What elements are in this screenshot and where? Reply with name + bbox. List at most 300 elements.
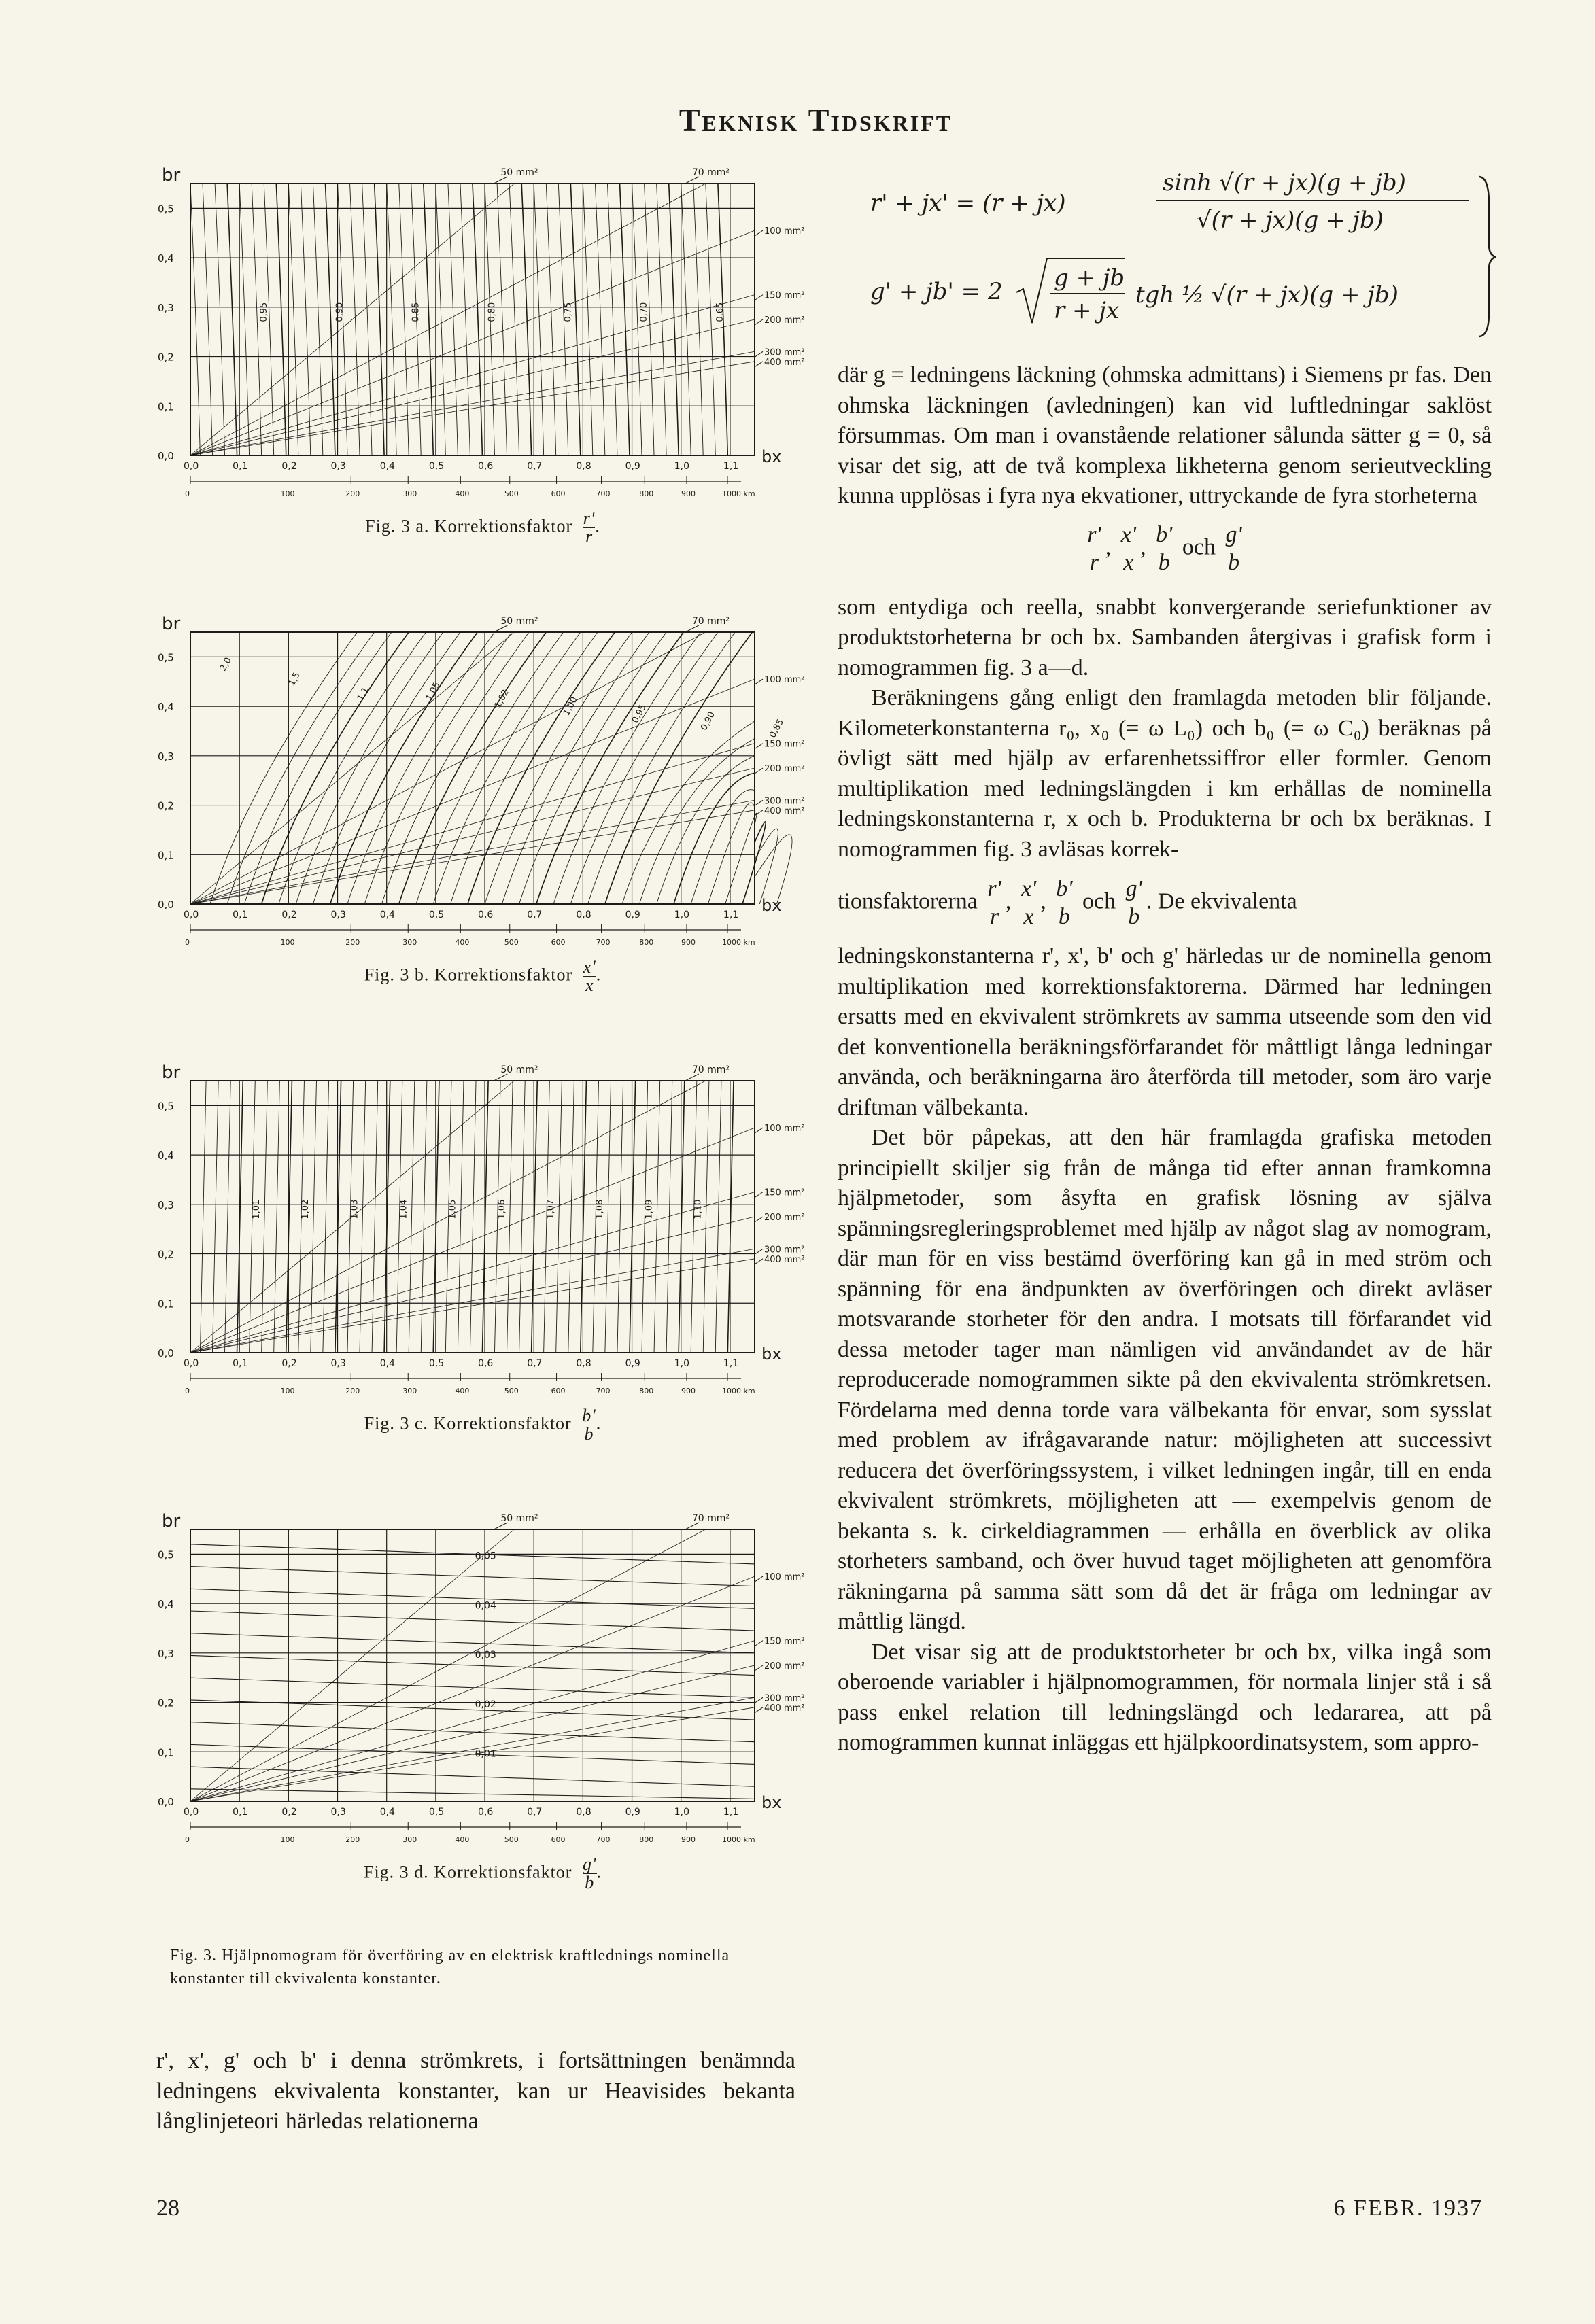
factor-curve — [190, 1789, 755, 1799]
curve-label: 0,02 — [475, 1699, 496, 1710]
x-tick-label: 0,2 — [281, 1358, 297, 1369]
x-tick-label: 0,4 — [379, 1807, 395, 1818]
factor-curve — [416, 632, 564, 904]
x-tick-label: 0,9 — [625, 1358, 640, 1369]
factor-curve — [190, 1744, 755, 1764]
km-tick-label: 300 — [402, 1835, 417, 1844]
km-tick-label: 0 — [185, 489, 190, 498]
factor-curve — [485, 632, 632, 904]
factor-curve — [581, 1081, 587, 1353]
area-leader — [755, 1249, 763, 1254]
area-leader — [755, 351, 763, 357]
factor-curve — [703, 1081, 709, 1353]
area-label-top: 50 mm² — [500, 1513, 538, 1524]
y-axis-label: br — [162, 614, 181, 634]
x-tick-label: 1,0 — [674, 1358, 690, 1369]
km-tick-label: 0 — [185, 1835, 190, 1844]
curve-label: 0,90 — [335, 302, 345, 322]
ratio-den: b — [1228, 549, 1240, 575]
x-tick-label: 0,3 — [330, 461, 346, 472]
area-label-top: 70 mm² — [691, 1064, 730, 1075]
factor-curve — [669, 184, 679, 455]
area-label-top: 70 mm² — [691, 616, 730, 627]
x-axis-label: bx — [761, 1793, 782, 1812]
nomogram-3a — [156, 156, 809, 510]
x-tick-label: 0,1 — [233, 1807, 248, 1818]
km-tick-label: 0 — [185, 938, 190, 947]
factor-curve — [335, 1081, 341, 1353]
right-brace — [1479, 177, 1496, 336]
figure-3-caption: Fig. 3. Hjälpnomogram för överföring av en elektrisk kraftlednings nominella konstanter till ekvivalenta konstanter. — [170, 1947, 730, 1988]
factor-curve — [350, 184, 360, 455]
y-axis-label: br — [162, 1062, 181, 1083]
factor-curve — [190, 1589, 755, 1608]
ratio-num: x' — [1121, 521, 1136, 549]
area-label-right: 400 mm² — [764, 357, 805, 368]
area-leader — [755, 1259, 763, 1264]
eq2-rad-den: r + jx — [1054, 297, 1120, 324]
km-tick-label: 500 — [504, 1835, 519, 1844]
factor-curve — [313, 184, 322, 455]
journal-header: Teknisk Tidskrift — [679, 103, 953, 137]
korr-ratio-b — [1056, 875, 1072, 931]
factor-curve — [190, 184, 200, 455]
area-line — [190, 1576, 755, 1801]
curve-label: 1,07 — [546, 1199, 557, 1219]
frac-den: b — [585, 1873, 595, 1892]
ratio-num: b' — [1056, 875, 1072, 903]
caption-prefix: Fig. 3 a. — [365, 516, 430, 536]
area-label-right: 300 mm² — [764, 347, 805, 358]
ratio-num: r' — [987, 875, 1001, 903]
factor-curve — [190, 1700, 755, 1720]
km-tick-label: 600 — [551, 1835, 566, 1844]
eq2-rhs: tgh ½ √(r + jx)(g + jb) — [1135, 281, 1399, 309]
right-paragraph-2: som entydiga och reella, snabbt konvergerande seriefunktioner av produktstorheterna br och bx. Sambanden återgivas i grafisk form i nomogrammen fig. 3 a—d. — [838, 594, 1492, 680]
plot-frame — [190, 1081, 755, 1353]
area-label-right: 300 mm² — [764, 796, 805, 807]
km-tick-label: 200 — [345, 938, 360, 947]
eq2-lhs: g' + jb' = 2 — [870, 278, 1003, 305]
ratios-line: $\frac{r'}{r}$ , $\frac{x'}{x}$ , $\frac{b'}{b}$ och $\frac{g'}{b}$ — [1087, 521, 1242, 575]
km-tick-label: 900 — [681, 489, 696, 498]
km-tick-label: 800 — [639, 1835, 654, 1844]
factor-curve — [679, 1081, 685, 1353]
curve-label: 0,95 — [258, 302, 269, 322]
factor-curve — [519, 632, 667, 904]
factor-curve — [296, 632, 443, 904]
nomogram-3c — [156, 1054, 809, 1407]
grid-group — [190, 1529, 755, 1801]
km-tick-label: 1000 km — [722, 489, 755, 498]
x-tick-label: 0,5 — [428, 1358, 445, 1369]
y-tick-label: 0,1 — [158, 849, 174, 862]
y-tick-label: 0,0 — [158, 1796, 174, 1808]
korr-prefix: tionsfaktorerna — [838, 888, 978, 914]
x-tick-label: 0,2 — [281, 909, 297, 920]
x-tick-label: 1,0 — [674, 909, 690, 920]
x-tick-label: 0,6 — [478, 1358, 494, 1369]
y-tick-label: 0,2 — [158, 1248, 174, 1261]
equation-block — [857, 163, 1496, 353]
area-leader — [755, 230, 763, 236]
x-tick-label: 0,6 — [478, 461, 494, 472]
curve-label: 1,10 — [693, 1199, 704, 1219]
km-tick-label: 600 — [551, 489, 566, 498]
factor-curve — [657, 184, 666, 455]
area-leader — [755, 744, 763, 749]
factor-curve — [546, 184, 555, 455]
factor-curve — [473, 184, 482, 455]
factor-curve — [536, 632, 684, 904]
km-tick-label: 400 — [455, 1387, 470, 1395]
ratio-x — [1121, 521, 1136, 576]
factor-curve — [325, 184, 335, 455]
factor-curve — [347, 632, 495, 904]
ratio-den: r — [1089, 549, 1099, 575]
figure-3c — [156, 1054, 809, 1443]
area-label-top: 50 mm² — [500, 167, 538, 178]
factor-curve — [436, 184, 445, 455]
figure-3b-caption: Fig. 3 b. Korrektionsfaktor $\frac{x'}{x}$ . — [364, 957, 602, 995]
km-tick-label: 900 — [681, 1387, 696, 1395]
caption-fraction — [583, 510, 596, 546]
area-line — [190, 679, 755, 904]
ratio-den: b — [1128, 904, 1140, 929]
factor-curve — [482, 1081, 488, 1353]
y-tick-label: 0,2 — [158, 799, 174, 812]
x-tick-label: 1,1 — [723, 461, 739, 472]
x-tick-label: 0,4 — [379, 1358, 395, 1369]
area-label-right: 200 mm² — [764, 315, 805, 326]
curve-label: 0,03 — [475, 1650, 496, 1661]
curve-label: 1,05 — [447, 1199, 458, 1219]
grid-group — [190, 1081, 755, 1353]
km-tick-label: 400 — [455, 489, 470, 498]
factor-curve — [215, 184, 224, 455]
km-tick-label: 300 — [402, 1387, 417, 1395]
area-line — [190, 230, 755, 455]
factor-curve — [210, 632, 358, 904]
x-tick-label: 0,1 — [233, 909, 248, 920]
factor-curve — [360, 1081, 366, 1353]
x-axis-label: bx — [761, 1345, 782, 1364]
y-tick-label: 0,1 — [158, 1746, 174, 1759]
factor-curve — [568, 1081, 574, 1353]
x-tick-label: 0,2 — [281, 1807, 297, 1818]
x-tick-label: 0,5 — [428, 1807, 445, 1818]
km-tick-label: 400 — [455, 938, 470, 947]
factor-curve — [227, 184, 237, 455]
factor-curve — [509, 184, 519, 455]
ratio-num: r' — [1087, 521, 1101, 549]
area-label-right: 300 mm² — [764, 1245, 805, 1255]
factor-curve — [639, 738, 755, 904]
factor-curve — [588, 632, 736, 904]
km-tick-label: 1000 km — [722, 1835, 755, 1844]
korr-ratio-x — [1021, 875, 1036, 931]
x-tick-label: 1,0 — [674, 461, 690, 472]
factor-curve — [605, 1081, 611, 1353]
area-leader — [755, 768, 763, 774]
caption-text: Korrektionsfaktor — [434, 965, 573, 985]
area-leader — [755, 1217, 763, 1222]
km-tick-label: 700 — [596, 1387, 611, 1395]
curve-label: 1,02 — [301, 1199, 311, 1219]
factor-curve — [693, 184, 703, 455]
curve-label: 1,00 — [562, 695, 580, 718]
y-tick-label: 0,5 — [158, 1100, 174, 1113]
factor-curve — [468, 632, 615, 904]
factor-curve — [617, 1081, 623, 1353]
curve-label: 1,03 — [349, 1199, 360, 1219]
factor-curve — [448, 184, 458, 455]
area-line — [190, 319, 755, 455]
y-tick-label: 0,5 — [158, 1548, 174, 1561]
km-tick-label: 900 — [681, 938, 696, 947]
km-tick-label: 1000 km — [722, 1387, 755, 1395]
x-tick-label: 0,9 — [625, 1807, 640, 1818]
x-axis-label: bx — [761, 447, 782, 466]
x-tick-label: 0,0 — [184, 909, 199, 920]
area-label-right: 300 mm² — [764, 1693, 805, 1704]
curve-label: 0,05 — [475, 1550, 496, 1562]
frac-den: r — [585, 527, 594, 547]
factor-curve — [595, 184, 604, 455]
factor-curve — [497, 184, 507, 455]
factor-curve — [225, 1081, 231, 1353]
grid-group — [190, 632, 792, 904]
x-tick-label: 0,3 — [330, 1807, 346, 1818]
area-line — [190, 295, 755, 455]
km-tick-label: 200 — [345, 1835, 360, 1844]
y-tick-label: 0,3 — [158, 1647, 174, 1660]
km-tick-label: 800 — [639, 489, 654, 498]
y-tick-label: 0,5 — [158, 203, 174, 215]
km-tick-label: 100 — [280, 938, 295, 947]
x-tick-label: 0,0 — [184, 1358, 199, 1369]
caption-text: Korrektionsfaktor — [433, 1413, 572, 1434]
area-label-right: 100 mm² — [764, 226, 805, 237]
km-tick-label: 400 — [455, 1835, 470, 1844]
x-tick-label: 0,8 — [576, 1358, 591, 1369]
factor-curve — [654, 1081, 660, 1353]
curve-label: 1,01 — [252, 1199, 262, 1219]
factor-curve — [519, 1081, 526, 1353]
korr-suffix: . De ekvivalenta — [1146, 888, 1297, 914]
factor-curve — [502, 632, 649, 904]
area-label-right: 400 mm² — [764, 1703, 805, 1714]
factor-curve — [630, 1081, 636, 1353]
x-tick-label: 1,1 — [723, 1358, 739, 1369]
factor-curve — [301, 184, 310, 455]
issue-date: 6 FEBR. 1937 — [1333, 2196, 1483, 2221]
factor-curve — [399, 632, 547, 904]
factor-curve — [681, 184, 691, 455]
km-tick-label: 0 — [185, 1387, 190, 1395]
area-label-right: 150 mm² — [764, 1187, 805, 1198]
km-tick-label: 900 — [681, 1835, 696, 1844]
factor-curve — [372, 1081, 378, 1353]
curve-label: 0,85 — [411, 302, 422, 322]
y-tick-label: 0,5 — [158, 651, 174, 664]
curve-label: 0,95 — [630, 702, 649, 725]
factor-curve — [190, 1722, 755, 1742]
area-leader — [755, 295, 763, 300]
curve-label: 0,80 — [487, 302, 498, 322]
area-label-right: 150 mm² — [764, 739, 805, 750]
factor-curve — [237, 1081, 243, 1353]
factor-curve — [553, 632, 701, 904]
factor-curve — [451, 632, 598, 904]
y-tick-label: 0,4 — [158, 252, 174, 265]
factor-curve — [507, 1081, 513, 1353]
x-tick-label: 1,1 — [723, 1807, 739, 1818]
area-leader — [755, 1576, 763, 1582]
area-label-right: 100 mm² — [764, 1572, 805, 1583]
factor-curve — [381, 632, 529, 904]
factor-curve — [755, 829, 778, 904]
ratio-den: b — [1058, 904, 1070, 929]
x-tick-label: 0,2 — [281, 461, 297, 472]
factor-curve — [556, 1081, 562, 1353]
frac-den: b — [584, 1424, 594, 1444]
factor-curve — [362, 184, 372, 455]
x-tick-label: 0,3 — [330, 909, 346, 920]
x-tick-label: 0,1 — [233, 461, 248, 472]
km-tick-label: 200 — [345, 489, 360, 498]
area-line — [190, 1192, 755, 1353]
page-number: 28 — [156, 2196, 179, 2221]
area-leader — [755, 1707, 763, 1713]
factor-curve — [190, 1633, 755, 1653]
factor-curve — [570, 632, 718, 904]
x-tick-label: 0,6 — [478, 909, 494, 920]
curve-label: 1,05 — [424, 680, 443, 703]
figure-3d — [156, 1502, 809, 1892]
y-tick-label: 0,4 — [158, 701, 174, 714]
factor-curve — [534, 184, 543, 455]
area-label-top: 70 mm² — [691, 1513, 730, 1524]
x-tick-label: 0,6 — [478, 1807, 494, 1818]
ratio-den: r — [989, 904, 999, 929]
x-tick-label: 0,8 — [576, 1807, 591, 1818]
curve-label: 1,1 — [355, 685, 371, 703]
km-tick-label: 700 — [596, 1835, 611, 1844]
curve-label: 0,90 — [699, 710, 717, 733]
factor-curve — [691, 790, 755, 904]
factor-curve — [458, 1081, 464, 1353]
y-tick-label: 0,0 — [158, 899, 174, 911]
area-leader — [755, 1697, 763, 1703]
x-tick-label: 1,1 — [723, 909, 739, 920]
area-label-top: 50 mm² — [500, 616, 538, 627]
x-tick-label: 0,7 — [527, 461, 543, 472]
factor-curve — [190, 1567, 755, 1586]
ratio-g — [1225, 521, 1241, 576]
km-tick-label: 800 — [639, 938, 654, 947]
eq1-denominator: √(r + jx)(g + jb) — [1197, 207, 1384, 234]
factor-curve — [470, 1081, 476, 1353]
x-tick-label: 0,0 — [184, 1807, 199, 1818]
frac-num: g' — [582, 1854, 597, 1874]
x-tick-label: 0,1 — [233, 1358, 248, 1369]
caption-text: Korrektionsfaktor — [434, 516, 573, 536]
area-label-right: 200 mm² — [764, 764, 805, 774]
ratio-r — [1087, 521, 1101, 576]
ratio-den: x — [1123, 549, 1134, 575]
frac-den: x — [585, 975, 594, 995]
factor-curve — [521, 184, 531, 455]
frac-num: x' — [583, 957, 596, 977]
area-leader — [755, 362, 763, 367]
right-column-text — [838, 360, 1492, 1758]
caption-text: Korrektionsfaktor — [434, 1862, 572, 1882]
x-tick-label: 0,8 — [576, 909, 591, 920]
curve-label: 1,5 — [286, 670, 303, 688]
km-tick-label: 800 — [639, 1387, 654, 1395]
curve-label: 0,01 — [475, 1748, 496, 1760]
area-label-right: 200 mm² — [764, 1661, 805, 1671]
area-label-right: 150 mm² — [764, 290, 805, 301]
left-paragraph: r', x', g' och b' i denna strömkrets, i fortsättningen benämnda ledningens ekvivalenta konstanter, kan ur Heavisides bekanta långlinjeteori härledas relationerna — [156, 2048, 795, 2134]
left-column-text — [156, 2046, 795, 2137]
factor-curve — [727, 1081, 734, 1353]
area-label-right: 150 mm² — [764, 1636, 805, 1647]
x-tick-label: 0,5 — [428, 909, 445, 920]
x-tick-label: 0,7 — [527, 1807, 543, 1818]
right-paragraph-6: Det visar sig att de produktstorheter br och bx, vilka ingå som oberoende variabler i hjälpnomogrammen, för normala linjer stå i så pass enkel relation till ledningslängd och ledararea, att på nomogrammen kunnat inläggas ett hjälpkoordinatsystem, som appro- — [838, 1639, 1492, 1755]
km-tick-label: 700 — [596, 489, 611, 498]
korrektion-line: tionsfaktorerna $\frac{r'}{r}$ , $\frac{x'}{x}$ , $\frac{b'}{b}$ och $\frac{g'}{b}$ . De ekvivalenta — [838, 876, 1297, 929]
x-tick-label: 0,8 — [576, 461, 591, 472]
x-tick-label: 0,5 — [428, 461, 445, 472]
factor-curve — [244, 632, 392, 904]
figure-3a-caption: Fig. 3 a. Korrektionsfaktor $\frac{r'}{r}$ . — [365, 508, 600, 547]
equations-svg — [857, 163, 1496, 353]
y-tick-label: 0,3 — [158, 1198, 174, 1211]
ratio-den: b — [1158, 549, 1170, 575]
y-tick-label: 0,2 — [158, 1697, 174, 1710]
factor-curve — [190, 1678, 755, 1697]
ratio-den: x — [1023, 904, 1034, 929]
area-label-top: 70 mm² — [691, 167, 730, 178]
area-line — [190, 744, 755, 904]
right-paragraph-1: där g = ledningens läckning (ohmska admittans) i Siemens pr fas. Den ohmska läckningen (avledningen) kan vid luftledningar saklöst försummas. Om man i ovanstående relationer sålunda sätter g = 0, så visar det sig, att de två komplexa likheterna genom serieutveckling kunna upplösas i fyra nya ekvationer, uttryckande de fyra storheterna — [838, 362, 1492, 508]
factor-curve — [286, 1081, 292, 1353]
km-tick-label: 700 — [596, 938, 611, 947]
y-axis-label: br — [162, 1511, 181, 1531]
area-leader — [755, 319, 763, 325]
y-tick-label: 0,3 — [158, 301, 174, 314]
factor-curve — [274, 1081, 280, 1353]
km-tick-label: 100 — [280, 1387, 295, 1395]
km-tick-label: 300 — [402, 489, 417, 498]
km-tick-label: 100 — [280, 489, 295, 498]
curve-label: 0,85 — [768, 717, 786, 740]
area-label-top: 50 mm² — [500, 1064, 538, 1075]
x-tick-label: 0,4 — [379, 461, 395, 472]
factor-curve — [212, 1081, 218, 1353]
y-tick-label: 0,0 — [158, 450, 174, 462]
area-label-right: 400 mm² — [764, 805, 805, 816]
area-leader — [755, 800, 763, 805]
curve-label: 1,09 — [644, 1199, 655, 1219]
x-tick-label: 1,0 — [674, 1807, 690, 1818]
factor-curve — [311, 1081, 317, 1353]
x-tick-label: 0,9 — [625, 909, 640, 920]
factor-curve — [190, 1767, 755, 1786]
